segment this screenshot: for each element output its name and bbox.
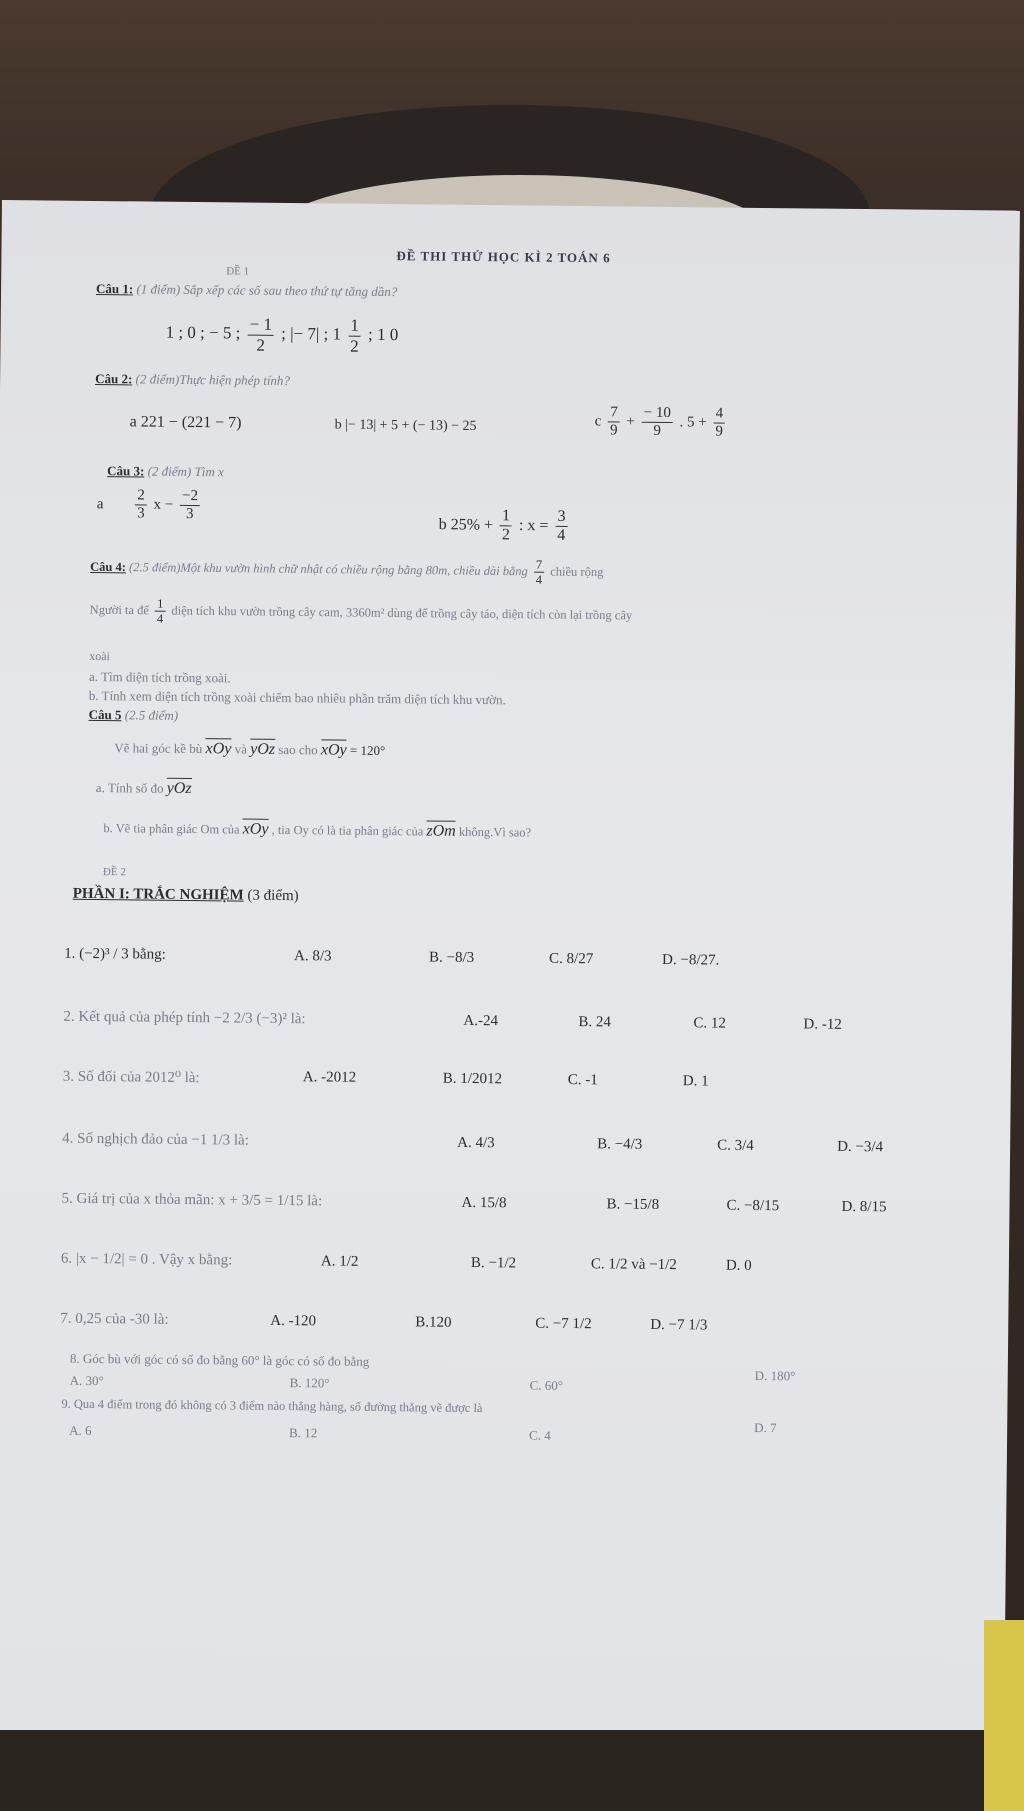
mc-q5-c: C. −8/15	[726, 1197, 780, 1215]
q4-label: Câu 4:	[90, 559, 127, 575]
q4-text: (2.5 điểm)Một khu vườn hình chữ nhật có chiều rộng bằng 80m, chiều dài bằng	[128, 560, 528, 579]
q4-line3: xoài	[89, 648, 110, 664]
mc-q6-b: B. −1/2	[470, 1254, 517, 1272]
q3-b-frac-1: $\frac{1}{2}$	[501, 507, 511, 544]
q3-label: Câu 3:	[107, 463, 145, 479]
mc-q9-a: A. 6	[69, 1422, 92, 1439]
mc-q3-d: D. 1	[682, 1073, 709, 1090]
q1-label: Câu 1:	[95, 280, 134, 297]
background-yellow-object	[984, 1620, 1024, 1811]
q3-text: (2 điểm) Tìm x	[147, 463, 224, 480]
mc-q3: 3. Số đối của 2012⁰ là:	[62, 1068, 200, 1087]
background-table	[0, 1730, 1024, 1811]
q3-a-frac-1: $\frac{2}{3}$	[137, 487, 145, 522]
q1-seq-a: 1 ; 0 ; − 5 ;	[165, 322, 241, 343]
angle-xoy-3: xOy	[242, 820, 269, 838]
q1-frac-2: $\frac{1}{2}$	[350, 315, 360, 356]
mc-q7-c: C. −7 1/2	[535, 1315, 592, 1333]
q5-a: a. Tính số đo yOz	[95, 779, 192, 798]
q2-line	[95, 371, 290, 389]
mc-q1: 1. (−2)³ / 3 bằng:	[64, 945, 166, 963]
mc-q9-d: D. 7	[754, 1419, 777, 1436]
q1-frac-1: $\frac{- 1}{2}$	[247, 315, 274, 355]
q4-b: b. Tính xem diện tích trồng xoài chiếm bao nhiêu phần trăm diện tích khu vườn.	[88, 687, 506, 708]
angle-yoz-2: yOz	[166, 779, 192, 798]
mc-q1-d: D. −8/27.	[661, 951, 720, 969]
mc-q8: 8. Góc bù với góc có số đo bằng 60° là góc có số đo bằng	[69, 1350, 370, 1369]
mc-q5-b: B. −15/8	[606, 1196, 660, 1213]
q4-line2: Người ta để $\frac{1}{4}$ diện tích khu vườn trồng cây cam, 3360m² dùng để trồng cây táo, diện tích còn lại trồng cây	[89, 596, 633, 627]
q2-c: c $\frac{7}{9}$ + $\frac{- 10}{9}$ . 5 + $\frac{4}{9}$	[594, 404, 724, 440]
q4-line1	[90, 553, 604, 588]
mc-q6: 6. |x − 1/2| = 0 . Vậy x bằng:	[60, 1250, 233, 1269]
q5-line	[89, 707, 179, 724]
q1-sequence	[165, 314, 398, 357]
q2-text: (2 điểm)Thực hiện phép tính?	[135, 371, 291, 389]
mc-q5-a: A. 15/8	[461, 1194, 507, 1212]
mc-q2-b: B. 24	[578, 1014, 612, 1031]
exam-title: ĐỀ THI THỬ HỌC KÌ 2 TOÁN 6	[396, 248, 611, 266]
q4-l2-frac: $\frac{1}{4}$	[156, 596, 164, 627]
q2-c-frac-1: $\frac{7}{9}$	[609, 404, 618, 439]
q3-line	[107, 463, 224, 480]
mc-q4-b: B. −4/3	[597, 1136, 643, 1153]
exam-paper	[0, 200, 1020, 1746]
q2-label: Câu 2:	[95, 370, 133, 387]
mc-q5: 5. Giá trị của x thỏa mãn: x + 3/5 = 1/15 là:	[61, 1190, 323, 1210]
mc-q4-c: C. 3/4	[717, 1137, 754, 1154]
mc-q4-d: D. −3/4	[837, 1138, 884, 1156]
q2-c-frac-2: $\frac{- 10}{9}$	[641, 405, 673, 441]
de2-label: ĐỀ 2	[102, 866, 126, 879]
mc-q6-d: D. 0	[725, 1257, 752, 1274]
mc-q7-d: D. −7 1/3	[650, 1316, 708, 1334]
q4-a: a. Tìm diện tích trồng xoài.	[88, 668, 231, 686]
mc-q1-a: A. 8/3	[294, 948, 332, 965]
q3-a-frac-2: $\frac{-2}{3}$	[180, 488, 200, 524]
mc-q2-d: D. -12	[803, 1016, 842, 1033]
q5-b: b. Vẽ tia phân giác Om của xOy , tia Oy có là tia phân giác của zOm không.Vì sao?	[103, 820, 532, 840]
q3-b-frac-2: $\frac{3}{4}$	[557, 507, 566, 545]
angle-zom: zOm	[426, 822, 456, 840]
q3-a: a $\frac{2}{3}$ x − $\frac{-2}{3}$	[96, 487, 199, 523]
mc-q6-a: A. 1/2	[320, 1253, 359, 1270]
q1-line	[96, 281, 397, 300]
mc-q9-b: B. 12	[289, 1425, 318, 1441]
part1-points: (3 điểm)	[247, 887, 299, 905]
angle-yoz: yOz	[250, 740, 276, 758]
mc-q2: 2. Kết quả của phép tính −2 2/3 (−3)² là:	[63, 1008, 306, 1028]
de1-label: ĐỀ 1	[226, 265, 250, 278]
q4-frac: $\frac{7}{4}$	[535, 557, 543, 588]
mc-q4-a: A. 4/3	[457, 1134, 495, 1152]
mc-q4: 4. Số nghịch đảo của −1 1/3 là:	[62, 1130, 250, 1149]
q1-text: (1 điểm) Sắp xếp các số sau theo thứ tự tăng dần?	[136, 281, 398, 300]
part1-line	[73, 886, 299, 905]
q2-b: b |− 13| + 5 + (− 13) − 25	[334, 417, 477, 434]
mc-q3-a: A. -2012	[302, 1069, 357, 1086]
q2-a: a 221 − (221 − 7)	[129, 413, 242, 432]
q3-b: b 25% + $\frac{1}{2}$ : x = $\frac{3}{4}$	[438, 507, 566, 545]
q2-c-frac-3: $\frac{4}{9}$	[715, 405, 724, 440]
mc-q1-b: B. −8/3	[429, 949, 475, 966]
part1-heading: PHẦN I: TRẮC NGHIỆM	[72, 885, 244, 904]
mc-q9: 9. Qua 4 điểm trong đó không có 3 điểm nào thẳng hàng, số đường thẳng vẽ được là	[61, 1396, 483, 1416]
mc-q3-b: B. 1/2012	[442, 1070, 503, 1088]
mc-q7: 7. 0,25 của -30 là:	[60, 1310, 169, 1328]
mc-q2-a: A.-24	[463, 1012, 499, 1030]
mc-q6-c: C. 1/2 và −1/2	[590, 1256, 677, 1274]
q1-seq-c: ; 1 0	[367, 324, 399, 345]
mc-q8-c: C. 60°	[529, 1377, 564, 1393]
mc-q7-a: A. -120	[270, 1312, 317, 1330]
mc-q8-a: A. 30°	[69, 1372, 104, 1389]
q5-label: Câu 5	[88, 706, 122, 723]
mc-q8-b: B. 120°	[289, 1375, 330, 1391]
mc-q5-d: D. 8/15	[841, 1198, 887, 1216]
mc-q8-d: D. 180°	[754, 1367, 796, 1384]
mc-q2-c: C. 12	[693, 1015, 727, 1032]
mc-q7-b: B.120	[415, 1314, 452, 1331]
q4-text-end: chiều rộng	[550, 564, 604, 580]
mc-q3-c: C. -1	[567, 1071, 598, 1089]
mc-q1-c: C. 8/27	[549, 950, 594, 968]
mc-q9-c: C. 4	[529, 1427, 551, 1443]
q1-seq-b: ; |− 7| ; 1	[281, 323, 342, 344]
angle-xoy: xOy	[205, 740, 232, 758]
q5-text: (2.5 điểm)	[124, 707, 179, 723]
q5-line1: Vẽ hai góc kề bù xOy và yOz sao cho xOy = 120°	[114, 740, 386, 759]
angle-xoy-2: xOy	[320, 741, 347, 759]
